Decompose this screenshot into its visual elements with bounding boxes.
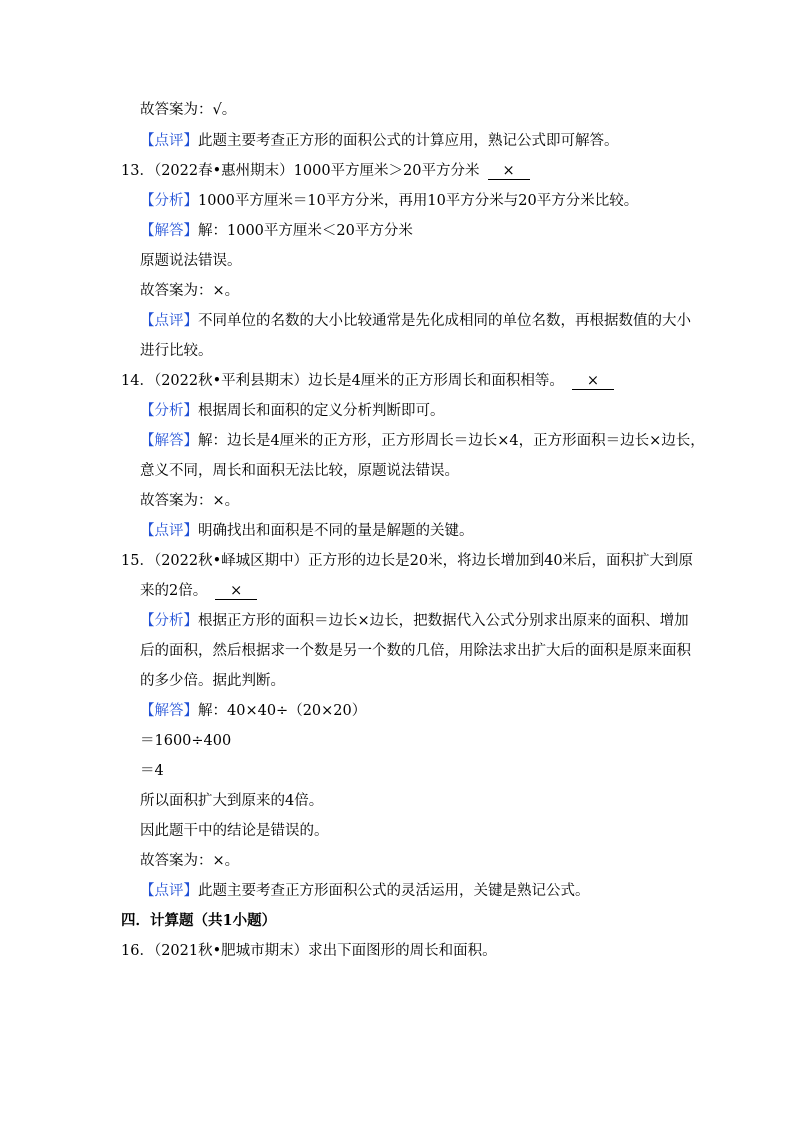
question-13: 13．（2022春•惠州期末）1000平方厘米＞20平方分米 × xyxy=(121,161,530,181)
answer-blank: × xyxy=(215,583,257,600)
q15-step1: ＝1600÷400 xyxy=(140,733,232,749)
comment-tag: 【点评】 xyxy=(140,523,198,539)
answer-blank: × xyxy=(488,163,530,180)
q15-conclusion2: 因此题干中的结论是错误的。 xyxy=(140,823,329,839)
q14-analysis: 【分析】根据周长和面积的定义分析判断即可。 xyxy=(140,403,445,419)
comment-tag: 【点评】 xyxy=(140,313,198,329)
q15-comment: 【点评】此题主要考查正方形面积公式的灵活运用，关键是熟记公式。 xyxy=(140,883,590,899)
q15-solution: 【解答】解：40×40÷（20×20） xyxy=(140,703,367,719)
q15-analysis: 【分析】根据正方形的面积＝边长×边长，把数据代入公式分别求出原来的面积、增加 xyxy=(140,613,689,629)
q14-answer: 故答案为：×。 xyxy=(140,493,240,509)
answer-blank: × xyxy=(572,373,614,390)
solution-tag: 【解答】 xyxy=(140,433,198,449)
q14-solution: 【解答】解：边长是4厘米的正方形，正方形周长＝边长×4，正方形面积＝边长×边长， xyxy=(140,433,705,449)
q13-analysis: 【分析】1000平方厘米＝10平方分米，再用10平方分米与20平方分米比较。 xyxy=(140,193,639,209)
q13-comment: 【点评】不同单位的名数的大小比较通常是先化成相同的单位名数，再根据数值的大小 xyxy=(140,313,691,329)
section-heading: 四．计算题（共1小题） xyxy=(121,912,277,929)
prev-comment: 【点评】此题主要考查正方形的面积公式的计算应用，熟记公式即可解答。 xyxy=(140,133,619,149)
q15-conclusion1: 所以面积扩大到原来的4倍。 xyxy=(140,793,324,809)
question-15: 15．（2022秋•峄城区期中）正方形的边长是20米，将边长增加到40米后，面积扩大到原 xyxy=(121,553,694,569)
question-15-cont: 来的2倍。 × xyxy=(140,581,257,601)
q14-comment: 【点评】明确找出和面积是不同的量是解题的关键。 xyxy=(140,523,474,539)
q13-solution: 【解答】解：1000平方厘米＜20平方分米 xyxy=(140,223,413,239)
question-16: 16．（2021秋•肥城市期末）求出下面图形的周长和面积。 xyxy=(121,943,497,959)
analysis-tag: 【分析】 xyxy=(140,193,198,209)
comment-tag: 【点评】 xyxy=(140,883,198,899)
q13-answer: 故答案为：×。 xyxy=(140,283,240,299)
solution-tag: 【解答】 xyxy=(140,223,198,239)
prev-answer: 故答案为：√。 xyxy=(140,102,237,118)
q13-comment-cont: 进行比较。 xyxy=(140,343,213,359)
q15-answer: 故答案为：×。 xyxy=(140,853,240,869)
q15-analysis-cont2: 的多少倍。据此判断。 xyxy=(140,673,285,689)
q14-solution-cont: 意义不同，周长和面积无法比较，原题说法错误。 xyxy=(140,463,459,479)
analysis-tag: 【分析】 xyxy=(140,613,198,629)
solution-tag: 【解答】 xyxy=(140,703,198,719)
analysis-tag: 【分析】 xyxy=(140,403,198,419)
question-14: 14．（2022秋•平利县期末）边长是4厘米的正方形周长和面积相等。 × xyxy=(121,371,614,391)
comment-tag: 【点评】 xyxy=(140,133,198,149)
q15-step2: ＝4 xyxy=(140,763,164,779)
q15-analysis-cont: 后的面积，然后根据求一个数是另一个数的几倍，用除法求出扩大后的面积是原来面积 xyxy=(140,643,691,659)
q13-line2: 原题说法错误。 xyxy=(140,253,242,269)
